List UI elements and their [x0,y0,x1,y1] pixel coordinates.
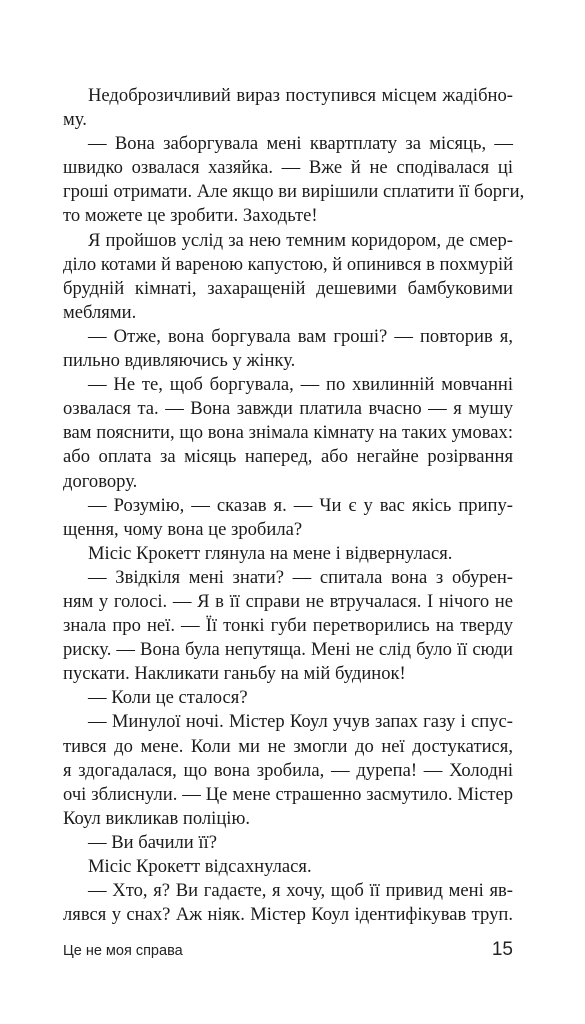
text-line: договору. [63,470,138,492]
text-line: або оплата за місяць наперед, або негайне розірвання [63,446,513,468]
text-line: — Коли це сталося? [88,687,248,709]
text-line: Місіс Крокетт відсахнулася. [88,856,312,877]
text-line: брудній кімнаті, захаращеній дешевими бамбуковими [63,277,513,299]
text-line: — Ви бачили її? [88,831,217,853]
text-line: меблями. [63,301,137,323]
page-body-text [63,84,525,927]
text-line: Місіс Крокетт глянула на мене і відвернулася. [88,542,453,564]
text-line: — Минулої ночі. Містер Коул учув запах газу і спус- [88,711,513,733]
text-line: Я пройшов услід за нею темним коридором, де смер- [88,229,513,251]
text-line: гроші отримати. Але якщо ви вирішили сплатити її борги, [63,181,525,203]
text-line: — Отже, вона боргувала вам гроші? — повторив я, [88,325,513,347]
page-footer [63,940,513,964]
text-line: знала про неї. — Її тонкі губи перетворились на тверду [63,615,513,637]
text-line: Недоброзичливий вираз поступився місцем жадібно- [88,85,513,106]
text-line: риску. — Вона була непутяща. Мені не слід було її сюди [63,639,513,661]
text-line: — Звідкіля мені знати? — спитала вона з обурен- [88,566,513,588]
text-line: му. [63,109,87,131]
text-line: швидко озвалася хазяйка. — Вже й не сподівалася ці [63,157,513,179]
text-line: я здогадалася, що вона зробила, — дурепа! — Холодні [63,759,513,781]
text-line: щення, чому вона це зробила? [63,518,303,540]
text-line: лявся у снах? Аж ніяк. Містер Коул ідентифікував труп. [63,904,513,926]
text-line: — Розумію, — сказав я. — Чи є у вас якісь припу- [88,494,513,516]
text-line: — Не те, щоб боргувала, — по хвилинній мовчанні [88,374,513,396]
text-line: — Хто, я? Ви гадаєте, я хочу, щоб її привид мені яв- [88,880,513,902]
text-line: Коул викликав поліцію. [63,807,250,829]
text-line: пускати. Накликати ганьбу на мій будинок! [63,663,406,685]
text-line: — Вона заборгувала мені квартплату за місяць, — [88,133,513,155]
text-line: діло котами й вареною капустою, й опинився в похмурій [63,253,514,275]
text-line: очі зблиснули. — Це мене страшенно засмутило. Містер [63,783,513,805]
text-line: тився до мене. Коли ми не змогли до неї достукатися, [63,735,513,757]
text-line: ням у голосі. — Я в її справи не втручалася. І нічого не [63,590,513,612]
running-title: Це не моя справа [63,943,183,959]
text-line: озвалася та. — Вона завжди платила вчасно — я мушу [63,398,513,420]
text-line: то можете це зробити. Заходьте! [63,205,318,227]
page-number: 15 [491,939,513,960]
text-line: вам пояснити, що вона знімала кімнату на таких умовах: [63,422,513,444]
text-line: пильно вдивляючись у жінку. [63,350,296,372]
